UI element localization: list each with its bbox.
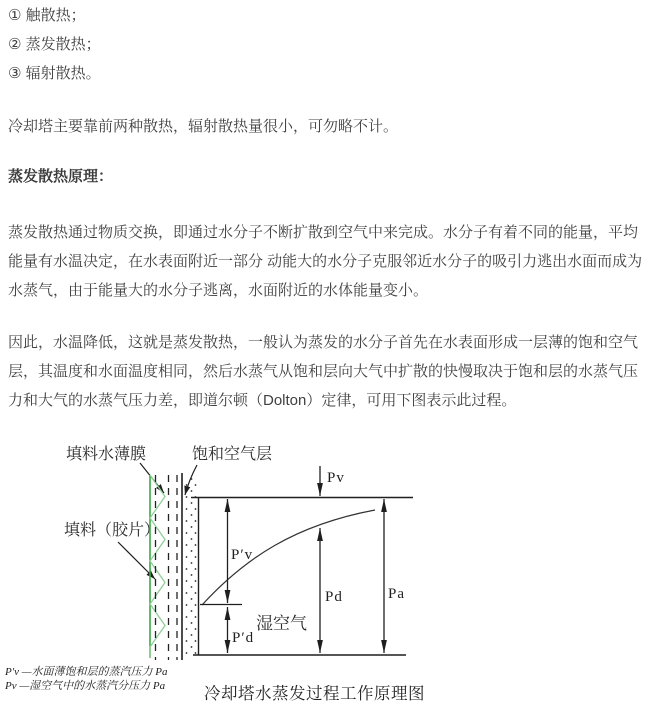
- fill-water-film-label: 填料水薄膜: [66, 446, 147, 463]
- fill-sheet-label: 填料（胶片）: [64, 522, 161, 539]
- pd-label: Pd: [325, 589, 343, 605]
- fill-sheet-zigzag: [150, 475, 165, 658]
- saturated-air-band: [184, 478, 197, 657]
- list-item: ③ 辐射散热。: [8, 65, 101, 82]
- pv-label: Pv: [327, 470, 345, 486]
- section-heading: 蒸发散热原理：: [8, 168, 114, 185]
- pv-prime-label: P′v: [231, 547, 254, 563]
- list-item: ① 触散热；: [8, 7, 86, 24]
- intro-paragraph: 冷却塔主要靠前两种散热，辐射散热量很小，可勿略不计。: [8, 118, 399, 135]
- figure-footnote-2: Pv —湿空气中的水蒸汽分压力 Pa: [5, 680, 166, 692]
- evaporation-principle-diagram: [0, 440, 658, 703]
- figure-caption: 冷却塔水蒸发过程工作原理图: [204, 684, 425, 703]
- pa-label: Pa: [388, 586, 405, 602]
- saturated-air-layer-label: 饱和空气层: [192, 446, 273, 463]
- wet-air-label: 湿空气: [256, 614, 307, 633]
- ordered-list: [8, 1, 652, 88]
- figure-footnote-1: P′v —水面薄饱和层的蒸汽压力 Pa: [5, 666, 168, 678]
- body-paragraph-2: 因此，水温降低，这就是蒸发散热，一般认为蒸发的水分子首先在水表面形成一层薄的饱和空气层，其温度和水面温度相同，然后水蒸气从饱和层向大气中扩散的快慢取决于饱和层的水蒸气压力和大气的水蒸气压力差，即道尔顿（Dolton）定律，可用下图表示此过程。: [8, 334, 639, 409]
- list-item: ② 蒸发散热；: [8, 36, 101, 53]
- body-paragraph-1: 蒸发散热通过物质交换，即通过水分子不断扩散到空气中来完成。水分子有着不同的能量，平均能量有水温决定，在水表面附近一部分 动能大的水分子克服邻近水分子的吸引力逃出水面而成为水蒸气，由于能量大的水分子逃离，水面附近的水体能量变小。: [8, 224, 643, 299]
- pd-prime-label: P′d: [232, 630, 255, 646]
- article-body: [8, 1, 652, 415]
